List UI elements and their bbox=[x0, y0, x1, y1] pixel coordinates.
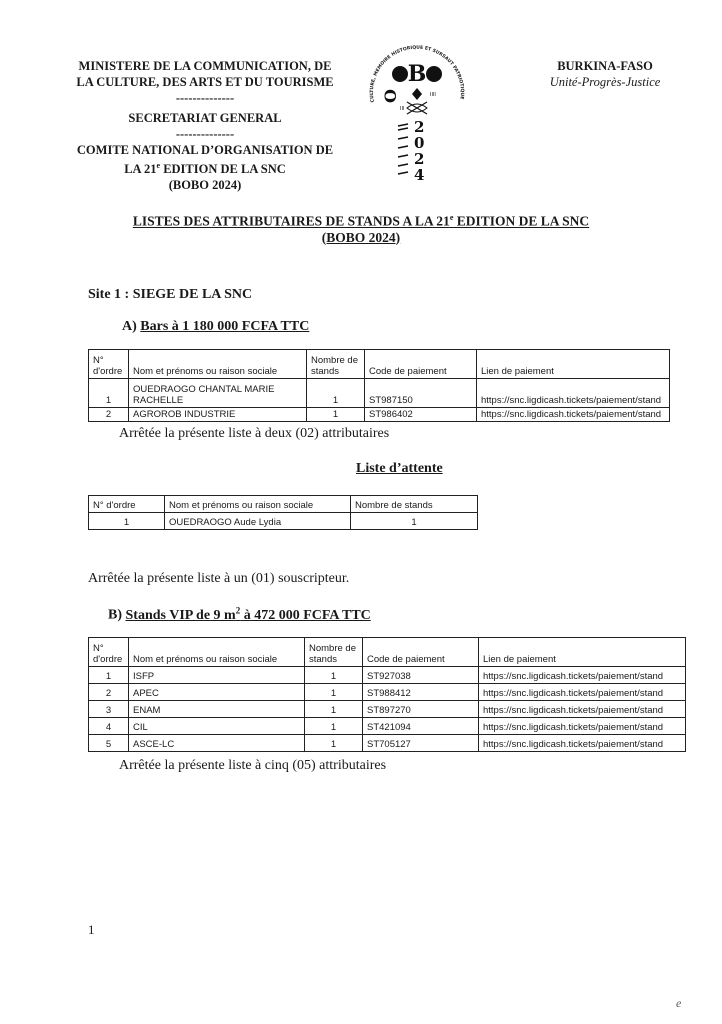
table-row: 3 ENAM 1 ST897270 https://snc.ligdicash.tickets/paiement/stand bbox=[89, 701, 686, 718]
logo-digit: 4 bbox=[414, 166, 425, 184]
table-row: 1 ISFP 1 ST927038 https://snc.ligdicash.tickets/paiement/stand bbox=[89, 667, 686, 684]
table-row: 5 ASCE-LC 1 ST705127 https://snc.ligdicash.tickets/paiement/stand bbox=[89, 735, 686, 752]
table-header-row bbox=[89, 350, 670, 379]
column-header: Lien de paiement bbox=[477, 350, 670, 379]
page-number: 1 bbox=[88, 922, 95, 937]
country-header bbox=[540, 58, 670, 90]
committee-line1: COMITE NATIONAL D’ORGANISATION DE bbox=[76, 143, 334, 157]
payment-link[interactable]: https://snc.ligdicash.tickets/paiement/stand bbox=[479, 735, 686, 752]
svg-text:IIII: IIII bbox=[430, 92, 436, 98]
waiting-list-title: Liste d’attente bbox=[356, 461, 443, 476]
payment-link[interactable]: https://snc.ligdicash.tickets/paiement/stand bbox=[479, 718, 686, 735]
logo-letter-o: O bbox=[381, 89, 400, 103]
column-header: Nom et prénoms ou raison sociale bbox=[129, 638, 305, 667]
committee-line3: (BOBO 2024) bbox=[168, 178, 242, 193]
logo-digit: 2 bbox=[414, 118, 425, 136]
column-header: Code de paiement bbox=[363, 638, 479, 667]
logo-arc-text: CULTURE, MEMOIRE HISTORIQUE ET SURSAUT PATRIOTIQUE bbox=[369, 45, 465, 103]
document-title-line1: LISTES DES ATTRIBUTAIRES DE STANDS A LA 21e EDITION DE LA SNC bbox=[132, 213, 590, 229]
section-b-note: Arrêtée la présente liste à cinq (05) attributaires bbox=[119, 758, 387, 773]
ministry-name-line2: LA CULTURE, DES ARTS ET DU TOURISME bbox=[76, 75, 334, 89]
column-header: N° d'ordre bbox=[89, 350, 129, 379]
snc-logo-icon bbox=[362, 44, 472, 184]
section-a-note: Arrêtée la présente liste à deux (02) attributaires bbox=[119, 426, 390, 441]
table-row: 1 OUEDRAOGO Aude Lydia 1 bbox=[89, 513, 478, 530]
ministry-header bbox=[60, 58, 350, 193]
svg-text:III: III bbox=[400, 106, 405, 112]
site-heading: Site 1 : SIEGE DE LA SNC bbox=[88, 287, 253, 302]
column-header: Nom et prénoms ou raison sociale bbox=[165, 496, 351, 513]
payment-link[interactable]: https://snc.ligdicash.tickets/paiement/stand bbox=[477, 379, 670, 408]
column-header: Lien de paiement bbox=[479, 638, 686, 667]
table-row: 4 CIL 1 ST421094 https://snc.ligdicash.tickets/paiement/stand bbox=[89, 718, 686, 735]
column-header: Nom et prénoms ou raison sociale bbox=[129, 350, 307, 379]
column-header: N° d'ordre bbox=[89, 638, 129, 667]
document-title-line2: (BOBO 2024) bbox=[321, 229, 401, 245]
logo-digit: 0 bbox=[414, 134, 425, 152]
payment-link[interactable]: https://snc.ligdicash.tickets/paiement/stand bbox=[479, 667, 686, 684]
column-header: Nombre de stands bbox=[351, 496, 478, 513]
vip-stands-table bbox=[88, 637, 686, 752]
document-title bbox=[40, 210, 682, 246]
column-header: Code de paiement bbox=[365, 350, 477, 379]
waiting-list-note: Arrêtée la présente liste à un (01) souscripteur. bbox=[88, 571, 350, 586]
table-header-row bbox=[89, 496, 478, 513]
country-name: BURKINA-FASO bbox=[557, 59, 653, 73]
secretariat-name: SECRETARIAT GENERAL bbox=[128, 111, 282, 125]
table-row: 2 AGROROB INDUSTRIE 1 ST986402 https://snc.ligdicash.tickets/paiement/stand bbox=[89, 408, 670, 422]
payment-link[interactable]: https://snc.ligdicash.tickets/paiement/stand bbox=[479, 701, 686, 718]
table-row: 2 APEC 1 ST988412 https://snc.ligdicash.tickets/paiement/stand bbox=[89, 684, 686, 701]
committee-line2: LA 21e EDITION DE LA SNC bbox=[124, 161, 286, 177]
bars-table bbox=[88, 349, 670, 422]
separator-dashes: -------------- bbox=[175, 127, 235, 141]
section-b-title: B) Stands VIP de 9 $m^2$ à 472 000 FCFA TTC bbox=[108, 605, 371, 623]
country-motto: Unité-Progrès-Justice bbox=[549, 75, 661, 89]
payment-link[interactable]: https://snc.ligdicash.tickets/paiement/stand bbox=[479, 684, 686, 701]
logo-digit: 2 bbox=[414, 150, 425, 168]
logo-letter-b: B bbox=[407, 61, 427, 87]
column-header: Nombre de stands bbox=[305, 638, 363, 667]
column-header: Nombre de stands bbox=[307, 350, 365, 379]
column-header: N° d'ordre bbox=[89, 496, 165, 513]
separator-dashes: -------------- bbox=[175, 91, 235, 105]
section-a-title: A) Bars à 1 180 000 FCFA TTC bbox=[122, 319, 310, 334]
snc-logo bbox=[362, 44, 472, 184]
handwritten-initial: e bbox=[676, 996, 682, 1010]
ministry-name-line1: MINISTERE DE LA COMMUNICATION, DE bbox=[78, 59, 332, 73]
waiting-list-table bbox=[88, 495, 478, 530]
payment-link[interactable]: https://snc.ligdicash.tickets/paiement/stand bbox=[477, 408, 670, 422]
table-header-row bbox=[89, 638, 686, 667]
table-row: 1 OUEDRAOGO CHANTAL MARIE RACHELLE 1 ST987150 https://snc.ligdicash.tickets/paiement/stand bbox=[89, 379, 670, 408]
